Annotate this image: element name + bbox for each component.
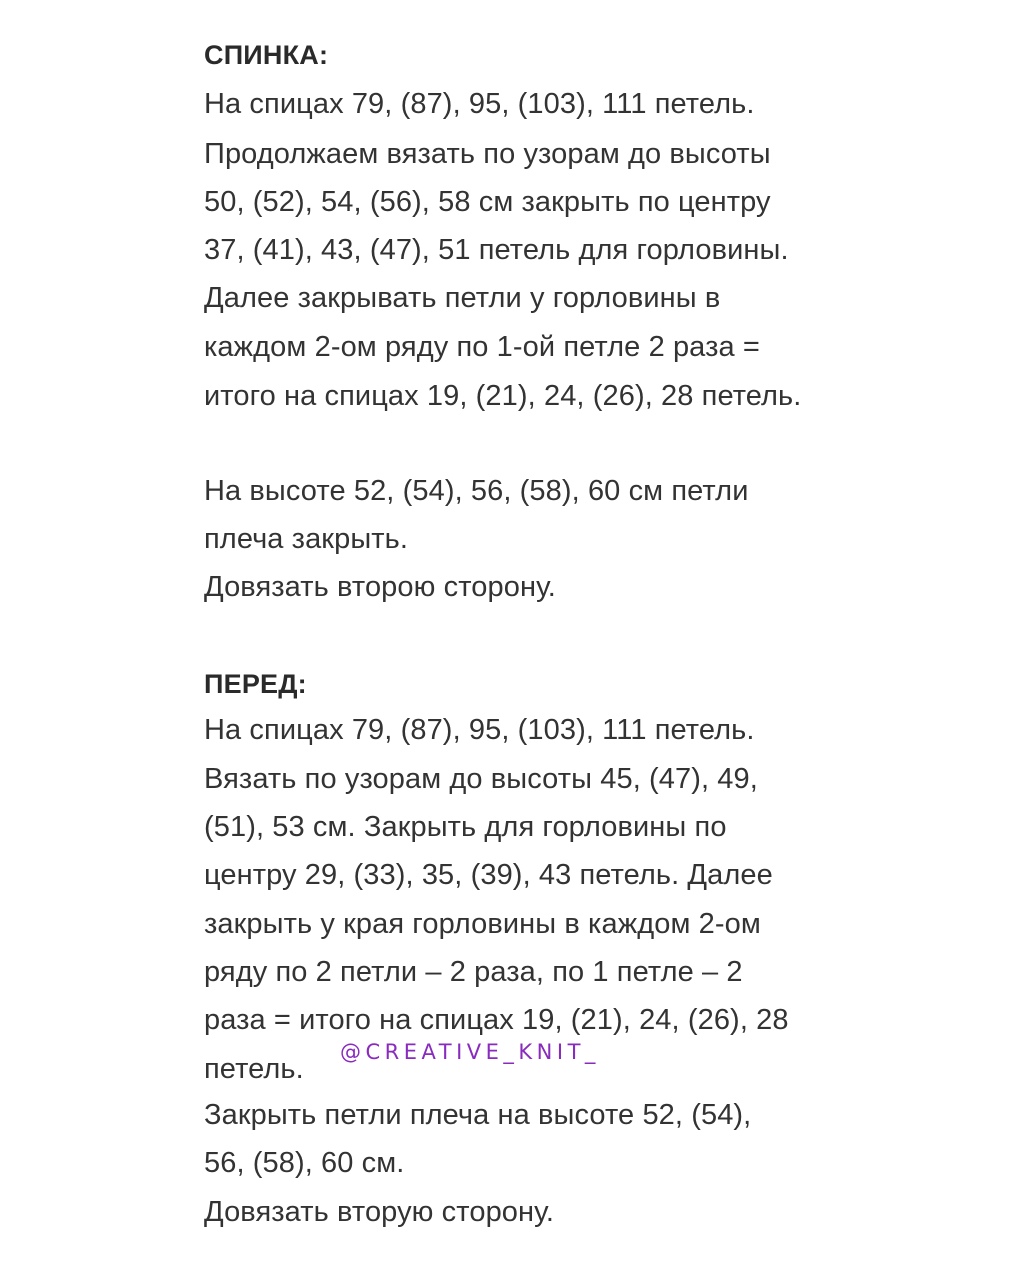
back-line-1: На спицах 79, (87), 95, (103), 111 петель.: [204, 88, 755, 120]
front-line-2: Вязать по узорам до высоты 45, (47), 49,: [204, 763, 758, 795]
front-line-1: На спицах 79, (87), 95, (103), 111 петель.: [204, 714, 755, 746]
back-line-4: 37, (41), 43, (47), 51 петель для горловины.: [204, 234, 789, 266]
back-line-6: каждом 2-ом ряду по 1-ой петле 2 раза =: [204, 331, 760, 363]
front-line-11: Довязать вторую сторону.: [204, 1196, 554, 1228]
front-line-4: центру 29, (33), 35, (39), 43 петель. Далее: [204, 859, 773, 891]
back-line-10: Довязать второю сторону.: [204, 571, 556, 603]
front-section-title: ПЕРЕД:: [204, 669, 307, 699]
back-line-9: плеча закрыть.: [204, 523, 409, 555]
front-line-8: петель.: [204, 1053, 304, 1085]
watermark-handle: @CREATIVE_KNIT_: [340, 1040, 600, 1064]
front-line-10: 56, (58), 60 см.: [204, 1147, 405, 1179]
front-line-7: раза = итого на спицах 19, (21), 24, (26), 28: [204, 1004, 789, 1036]
back-section-title: СПИНКА:: [204, 40, 329, 70]
back-line-2: Продолжаем вязать по узорам до высоты: [204, 138, 771, 170]
front-line-9: Закрыть петли плеча на высоте 52, (54),: [204, 1099, 752, 1131]
front-line-3: (51), 53 см. Закрыть для горловины по: [204, 811, 727, 843]
back-line-5: Далее закрывать петли у горловины в: [204, 282, 721, 314]
back-line-3: 50, (52), 54, (56), 58 см закрыть по центру: [204, 186, 771, 218]
front-line-5: закрыть у края горловины в каждом 2-ом: [204, 908, 761, 940]
front-line-6: ряду по 2 петли – 2 раза, по 1 петле – 2: [204, 956, 743, 988]
back-line-8: На высоте 52, (54), 56, (58), 60 см петли: [204, 475, 749, 507]
back-line-7: итого на спицах 19, (21), 24, (26), 28 петель.: [204, 380, 802, 412]
